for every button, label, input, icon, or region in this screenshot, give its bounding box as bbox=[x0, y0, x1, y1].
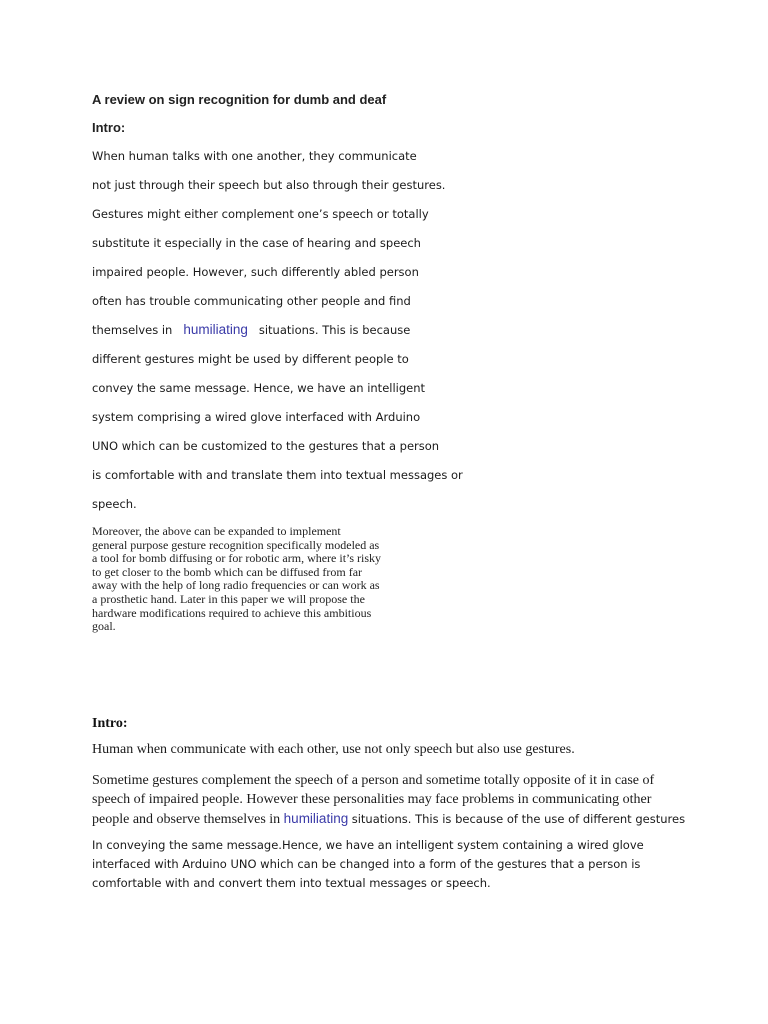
paragraph-line: convey the same message. Hence, we have an intelligent bbox=[92, 381, 426, 395]
intro-heading: Intro: bbox=[92, 120, 126, 135]
paragraph-line: hardware modifications required to achieve this ambitious bbox=[92, 605, 372, 620]
paragraph-line bbox=[92, 809, 685, 829]
moreover-paragraph bbox=[92, 525, 412, 634]
sometime-paragraph bbox=[92, 771, 685, 829]
paragraph-line: goal. bbox=[92, 619, 116, 634]
paragraph-line: is comfortable with and translate them into textual messages or bbox=[92, 468, 463, 482]
human-paragraph: Human when communicate with each other, use not only speech but also use gestures. bbox=[92, 742, 575, 757]
paragraph-line: Sometime gestures complement the speech of a person and sometime totally opposite of it in case of bbox=[92, 773, 655, 788]
conveying-paragraph bbox=[92, 836, 644, 893]
paragraph-line: speech of impaired people. However these personalities may face problems in communicating other bbox=[92, 792, 652, 807]
paragraph-line: to get closer to the bomb which can be diffused from far bbox=[92, 564, 363, 579]
paragraph-line: In conveying the same message.Hence, we have an intelligent system containing a wired glove bbox=[92, 838, 644, 852]
paragraph-line: When human talks with one another, they communicate bbox=[92, 149, 417, 163]
highlighted-word: humiliating bbox=[183, 322, 248, 337]
paragraph-line: interfaced with Arduino UNO which can be changed into a form of the gestures that a person is bbox=[92, 857, 641, 871]
paragraph-line: speech. bbox=[92, 497, 137, 511]
line-text: people and observe themselves in bbox=[92, 812, 281, 827]
paragraph-line: away with the help of long radio frequencies or can work as bbox=[92, 578, 380, 593]
paragraph-line: a tool for bomb diffusing or for robotic arm, where it’s risky bbox=[92, 551, 382, 566]
paragraph-line: not just through their speech but also through their gestures. bbox=[92, 178, 446, 192]
paragraph-line: system comprising a wired glove interfaced with Arduino bbox=[92, 410, 421, 424]
paragraph-line bbox=[92, 318, 463, 347]
paragraph-line: UNO which can be customized to the gestures that a person bbox=[92, 439, 440, 453]
paragraph-line: often has trouble communicating other people and find bbox=[92, 294, 411, 308]
line-text: themselves in bbox=[92, 323, 173, 337]
document-title: A review on sign recognition for dumb and deaf bbox=[92, 92, 387, 107]
paragraph-line: comfortable with and convert them into textual messages or speech. bbox=[92, 876, 491, 890]
paragraph-line: a prosthetic hand. Later in this paper we will propose the bbox=[92, 591, 365, 606]
paragraph-line: impaired people. However, such differently abled person bbox=[92, 265, 419, 279]
line-text: situations. This is because of the use of different gestures bbox=[351, 812, 686, 826]
paragraph-line: Moreover, the above can be expanded to implement bbox=[92, 524, 341, 538]
paragraph-line: Gestures might either complement one’s speech or totally bbox=[92, 207, 429, 221]
line-text: situations. This is because bbox=[258, 323, 411, 337]
intro-heading-2: Intro: bbox=[92, 716, 128, 731]
highlighted-word: humiliating bbox=[283, 811, 349, 826]
paragraph-line: different gestures might be used by different people to bbox=[92, 352, 409, 366]
paragraph-line: general purpose gesture recognition specifically modeled as bbox=[92, 537, 380, 552]
paragraph-line: substitute it especially in the case of hearing and speech bbox=[92, 236, 421, 250]
intro-paragraph bbox=[92, 144, 463, 521]
